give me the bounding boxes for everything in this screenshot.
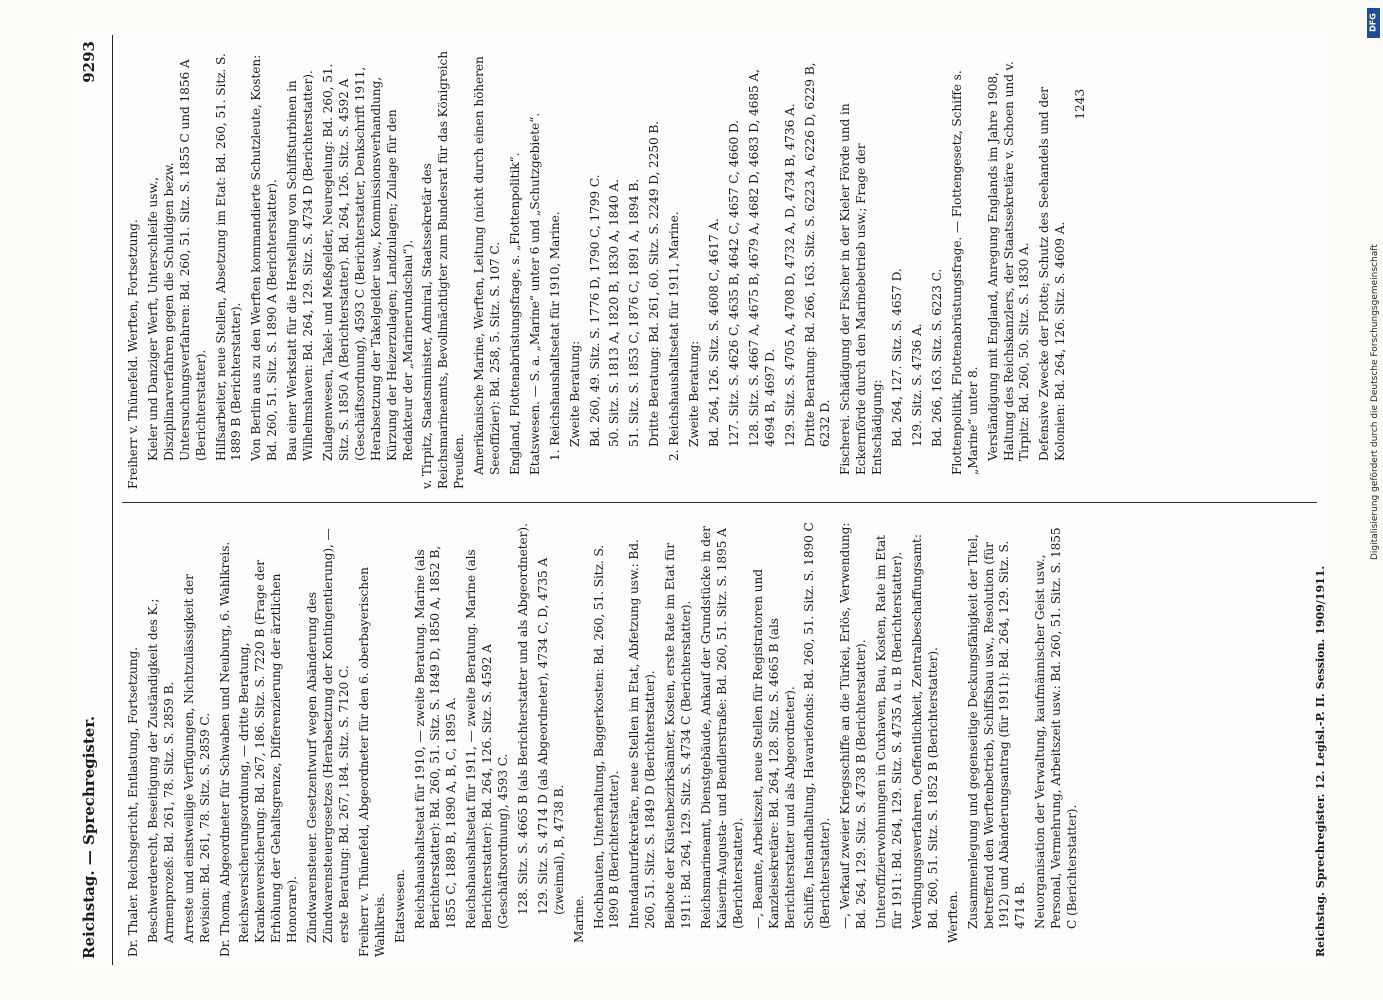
left_column-entry: Intendanturfekretäre, neue Stellen im Etat, Abfetzung usw.: Bd. 260, 51. Sitz. S. 1849 D (Berichterstatter). <box>627 539 658 929</box>
left_column-entry: Arreste und einstweilige Verfügungen, Nichtzulässigkeit der Revision: Bd. 261, 78. Sitz. S. 2859 C. <box>181 574 212 943</box>
rotated-page <box>70 35 1330 965</box>
right_column-entry: Bd. 264, 126. Sitz. S. 4608 C, 4617 A. <box>707 218 721 447</box>
header-rule <box>112 35 113 965</box>
left_column-entry: Zusammenlegung und gegenseitige Deckungsfähigkeit der Titel, betreffend den Werftenbetrieb, Schiffsbau usw., Resolution (für 1912) und Abänderungsantrag (für 1911): Bd. 264, 129. Sitz. S. 4714 B. <box>965 534 1028 929</box>
right_column-entry: 50. Sitz. S. 1813 A, 1820 B, 1830 A, 1840 A. <box>607 179 622 447</box>
left_column-entry: —, Beamte, Arbeitszeit, neue Stellen für Registratoren und Kanzleisekretäre: Bd. 264, 128. Sitz. S. 4665 B (als Berichterstatter und als Abgeordneter). <box>750 569 797 929</box>
left_column-entry: Reichshaushaltsetat für 1911, — zweite Beratung. Marine (als Berichterstatter): Bd. 264, 126. Sitz. S. 4592 A (Geschäftsordnung), 4593 C. <box>464 549 511 929</box>
right_column-entry: Amerikanische Marine, Werften, Leitung (nicht durch einen höheren Seeoffizier): Bd. 258, 5. Sitz. S. 107 C. <box>472 56 503 475</box>
right_column-entry: v. Tirpitz, Staatsminister, Admiral, Staatssekretär des Reichsmarineamts, Bevollmächtigter zum Bundesrat für das Königreich Preußen. <box>420 51 467 489</box>
header-left-title: Reichstag. — Sprechregister. <box>80 715 98 959</box>
right_column-entry: 51. Sitz. S. 1853 C, 1876 C, 1891 A, 1894 B. <box>627 178 642 447</box>
left_column-entry: Schiffe, Instandhaltung, Havariefonds: Bd. 260, 51. Sitz. S. 1890 C (Berichterstatter). <box>802 522 833 929</box>
left_column-entry: Werften. <box>945 890 960 943</box>
right_column-entry: England, Flottenabrüstungsfrage, s. „Flottenpolitik“. <box>507 152 522 475</box>
left_column-entry: Beschwerderecht, Beseitigung der Zuständigkeit des K.; Armenprozeß: Bd. 261, 78. Sitz. S. 2859 B. <box>145 598 176 943</box>
left_column-entry: Hochbauten, Unterhaltung, Baggerkosten: Bd. 260, 51. Sitz. S. 1890 B (Berichterstatter). <box>591 544 622 929</box>
left_column-entry: Reichsmarineamt, Dienstgebäude, Ankauf der Grundstücke in der Kaiserin-Augusta- und Bendlerstraße: Bd. 260, 51. Sitz. S. 1895 A (Berichterstatter). <box>699 526 745 929</box>
left_column-entry: 129. Sitz. S. 4714 D (als Abgeordneter), 4734 C, D, 4735 A (zweimal), B, 4738 B. <box>535 557 566 915</box>
right_column-entry: Freiherr v. Thünefeld. Werften, Fortsetzung. <box>126 219 140 489</box>
right_column-entry: 128. Sitz. S. 4667 A, 4675 B, 4679 A, 4682 D, 4683 D, 4685 A, 4694 B, 4697 D. <box>746 69 777 447</box>
right_column-entry: Bd. 260, 49. Sitz. S. 1776 D, 1790 C, 1799 C. <box>587 174 602 447</box>
left_column-entry: 128. Sitz. S. 4665 B (als Berichterstatter und als Abgeordneter). <box>515 523 530 915</box>
right_column-entry: Flottenpolitik, Flottenabrüstungsfrage. — Flottengesetz, Schiffe s. „Marine“ unter 8. <box>949 70 980 475</box>
left_column-entry: Reichshaushaltsetat für 1910, — zweite Beratung. Marine (als Berichterstatter): Bd. 260, 51. Sitz. S. 1849 D, 1850 A, 1852 B, 1855 C, 1889 B, 1890 A, B, C, 1895 A. <box>412 546 459 929</box>
page-header <box>70 35 114 965</box>
right_column-entry: Hilfsarbeiter, neue Stellen, Absetzung im Etat: Bd. 260, 51. Sitz. S. 1889 B (Berichterstatter). <box>213 53 244 461</box>
dfg-logo-text: DFG <box>1368 13 1378 32</box>
page-footer: Reichstag. Sprechregister. 12. Legisl.-P. II. Session. 1909/1911. <box>1314 565 1327 957</box>
left_column-entry: Dr. Thoma, Abgeordneter für Schwaben und Neuburg, 6. Wahlkreis. <box>217 541 232 957</box>
catchword: 1243 <box>1073 89 1088 120</box>
right_column-entry: Verständigung mit England, Anregung Englands im Jahre 1908, Haltung des Reichskanzlers, der Staatssekretäre v. Schoen und v. Tirpitz: Bd. 260, 50. Sitz. S. 1830 A. <box>985 61 1032 461</box>
sidebar-note-text: Digitalisierung gefördert durch die Deutsche Forschungsgemeinschaft <box>1370 244 1380 560</box>
left_column-entry: —, Verkauf zweier Kriegsschiffe an die Türkei, Erlös, Verwendung: Bd. 264, 129. Sitz. S. 4738 B (Berichterstatter). <box>838 522 869 929</box>
left_column-entry: Neuorganisation der Verwaltung, kaufmännischer Geist usw., Personal, Vermehrung, Arbeitszeit usw.: Bd. 260, 51. Sitz. S. 1855 C (Berichterstatter). <box>1033 527 1080 929</box>
right_column-entry: Dritte Beratung: Bd. 261, 60. Sitz. S. 2249 D, 2250 B. <box>647 120 662 447</box>
left_column-entry: Dr. Thaler. Reichsgericht, Entlastung, Fortsetzung. <box>126 647 140 957</box>
right_column-entry: Von Berlin aus zu den Werften kommandierte Schutzleute, Kosten: Bd. 260, 51. Sitz. S. 1890 A (Berichterstatter). <box>249 54 280 461</box>
dfg-logo <box>1367 8 1380 38</box>
right_column-entry: Bau einer Werkstatt für die Herstellung von Schiffsturbinen in Wilhelmshaven: Bd. 264, 129. Sitz. S. 4734 D (Berichterstatter). <box>285 70 316 461</box>
left_column-entry: Verdingungsverfahren, Oeffentlichkeit, Zentralbeschaffungsamt: Bd. 260, 51. Sitz. S. 1852 B (Berichterstatter). <box>909 534 940 929</box>
column-divider <box>122 502 1317 503</box>
right_column-entry: 2. Reichshaushaltsetat für 1911, Marine. <box>667 211 682 461</box>
right_column-entry: Zweite Beratung: <box>687 340 702 447</box>
left_column-entry: Beibote der Küstenbezirksämter, Kosten, erste Rate im Etat für 1911: Bd. 264, 129. Sitz. S. 4734 C (Berichterstatter). <box>663 543 694 929</box>
right_column-entry: Defensive Zwecke der Flotte; Schutz des Seehandels und der Kolonien: Bd. 264, 126. Sitz. S. 4609 A. <box>1037 87 1068 461</box>
right_column-entry: 129. Sitz. S. 4705 A, 4708 D, 4732 A, D, 4734 B, 4736 A. <box>782 103 797 447</box>
right_column-entry: Bd. 264, 127. Sitz. S. 4657 D. <box>890 268 905 447</box>
left_column-entry: Reichsversicherungsordnung, — dritte Beratung, Krankenversicherung: Bd. 267, 186. Sitz. S. 7220 B (Frage der Erhöhung der Gehaltsgrenze, Differenzierung der ärztlichen Honorare). <box>237 560 300 943</box>
left_column-entry: Zündwarensteuer. Gesetzentwurf wegen Abänderung des Zündwarensteuergesetzes (Herabsetzung der Kontingentierung), — erste Beratung: Bd. 267, 184. Sitz. S. 7120 C. <box>305 528 351 943</box>
right_column-entry: Zulagenwesen, Takel- und Meßgelder, Neuregelung: Bd. 260, 51. Sitz. S. 1850 A (Berichterstatter). Bd. 264, 126. Sitz. S. 4592 A (Geschäftsordnung), 4593 C (Berichterstatter, Denkschrift 1911, Herabsetzung der Takelgelder usw., Kommissionsverhandlung, Kürzung der Heizerzulagen; Landzulagen; Zulage für den Redakteur der „Marinerundschau“). <box>320 63 415 461</box>
right_column-entry: Bd. 266, 163. Sitz. S. 6223 C. <box>929 268 944 447</box>
right_column-entry: Kieler und Danziger Werft, Unterschleife usw., Disziplinarverfahren gegen die Schuldigen bezw. Untersuchungsverfahren: Bd. 260, 51. Sitz. S. 1855 C und 1856 A (Berichterstatter). <box>145 59 208 461</box>
left_column-entry: Etatswesen. <box>392 869 407 943</box>
left_column-entry: Marine. <box>571 895 586 943</box>
right_column-entry: 1. Reichshaushaltsetat für 1910, Marine. <box>547 211 562 461</box>
right-column <box>126 49 1316 489</box>
right_column-entry: Etatswesen. — S. a. „Marine“ unter 6 und „Schutzgebiete“. <box>527 112 542 475</box>
right_column-entry: Fischerei. Schädigung der Fischer in der Kieler Förde und in Eckernförde durch den Marinebetrieb usw.; Frage der Entschädigung: <box>838 103 885 475</box>
right_column-entry: Dritte Beratung: Bd. 266, 163. Sitz. S. 6223 A, 6226 D, 6229 B, 6232 D. <box>802 62 833 447</box>
right_column-entry: 129. Sitz. S. 4736 A. <box>909 323 924 447</box>
left_column-entry: Unteroffizierwohnungen in Cuxhaven, Bau, Kosten, Rate im Etat für 1911: Bd. 264, 129. Sitz. S. 4735 A u. B (Berichterstatter). <box>874 535 904 929</box>
right_column-entry: 127. Sitz. S. 4626 C, 4635 B, 4642 C, 4657 C, 4660 D. <box>726 120 741 447</box>
left_column-entry: Freiherr v. Thünefeld, Abgeordneter für den 6. oberbayerischen Wahlkreis. <box>356 567 387 957</box>
left-column <box>126 517 1316 957</box>
page-number: 9293 <box>80 41 98 83</box>
right_column-entry: Zweite Beratung: <box>567 340 582 447</box>
